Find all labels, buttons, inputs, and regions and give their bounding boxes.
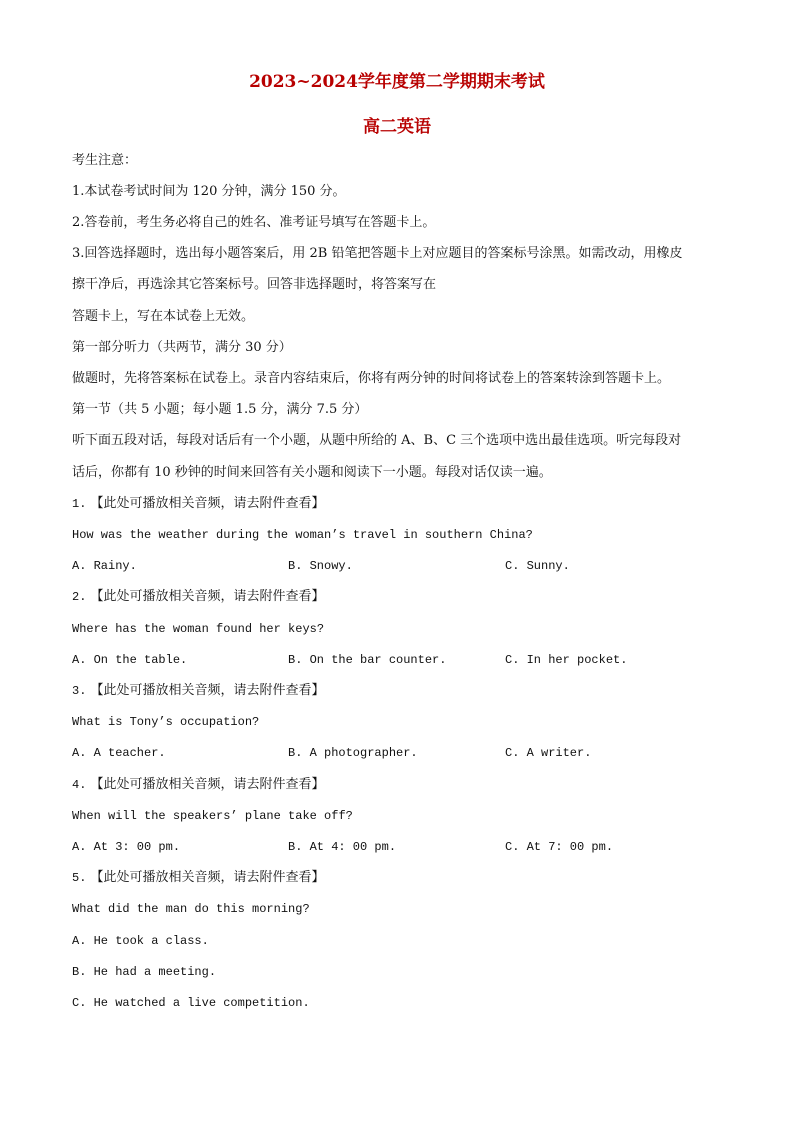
question-header	[72, 495, 325, 513]
section-instruction: 听下面五段对话，每段对话后有一个小题，从题中所给的 A、B、C 三个选项中选出最佳选项。听完每段对	[72, 433, 682, 448]
notice-item: 2.答卷前，考生务必将自己的姓名、准考证号填写在答题卡上。	[72, 215, 436, 230]
option-b: B. At 4: 00 pm.	[288, 840, 397, 854]
part-heading: 第一部分听力（共两节，满分 30 分）	[72, 340, 292, 355]
option-a: A. On the table.	[72, 653, 188, 667]
question-number: 4.	[72, 778, 87, 792]
option-c: C. At 7: 00 pm.	[505, 840, 614, 854]
question-text: What did the man do this morning?	[72, 902, 310, 916]
notice-heading: 考生注意：	[72, 153, 138, 168]
option-c: C. In her pocket.	[505, 653, 628, 667]
option-b: B. On the bar counter.	[288, 653, 447, 667]
option-c: C. He watched a live competition.	[72, 996, 310, 1010]
audio-note: 【此处可播放相关音频，请去附件查看】	[90, 777, 325, 792]
audio-note: 【此处可播放相关音频，请去附件查看】	[90, 496, 325, 511]
question-header	[72, 869, 325, 887]
question-text: What is Tony’s occupation?	[72, 715, 260, 729]
question-header	[72, 588, 325, 606]
option-a: A. At 3: 00 pm.	[72, 840, 181, 854]
question-header	[72, 776, 325, 794]
option-a: A. A teacher.	[72, 746, 166, 760]
question-number: 1.	[72, 497, 87, 511]
option-c: C. Sunny.	[505, 559, 570, 573]
question-text: How was the weather during the woman’s travel in southern China?	[72, 528, 533, 542]
option-a: A. Rainy.	[72, 559, 137, 573]
notice-item: 答题卡上，写在本试卷上无效。	[72, 309, 255, 324]
option-b: B. Snowy.	[288, 559, 353, 573]
option-b: B. A photographer.	[288, 746, 418, 760]
question-text: Where has the woman found her keys?	[72, 622, 325, 636]
audio-note: 【此处可播放相关音频，请去附件查看】	[90, 589, 325, 604]
question-text: When will the speakers’ plane take off?	[72, 809, 353, 823]
notice-item: 擦干净后，再选涂其它答案标号。回答非选择题时，将答案写在	[72, 277, 437, 292]
notice-item: 3.回答选择题时，选出每小题答案后，用 2B 铅笔把答题卡上对应题目的答案标号涂黑。如需改动，用橡皮	[72, 246, 683, 261]
question-header	[72, 682, 325, 700]
part-instruction: 做题时，先将答案标在试卷上。录音内容结束后，你将有两分钟的时间将试卷上的答案转涂到答题卡上。	[72, 371, 671, 386]
option-c: C. A writer.	[505, 746, 592, 760]
section-instruction: 话后，你都有 10 秒钟的时间来回答有关小题和阅读下一小题。每段对话仅读一遍。	[72, 465, 552, 480]
section-heading: 第一节（共 5 小题；每小题 1.5 分，满分 7.5 分）	[72, 402, 368, 417]
audio-note: 【此处可播放相关音频，请去附件查看】	[90, 683, 325, 698]
audio-note: 【此处可播放相关音频，请去附件查看】	[90, 870, 325, 885]
exam-subject: 高二英语	[363, 117, 431, 137]
option-b: B. He had a meeting.	[72, 965, 217, 979]
question-number: 5.	[72, 871, 87, 885]
question-number: 3.	[72, 684, 87, 698]
option-a: A. He took a class.	[72, 934, 209, 948]
notice-item: 1.本试卷考试时间为 120 分钟，满分 150 分。	[72, 184, 346, 199]
question-number: 2.	[72, 590, 87, 604]
exam-title: 2023~2024学年度第二学期期末考试	[249, 72, 545, 92]
